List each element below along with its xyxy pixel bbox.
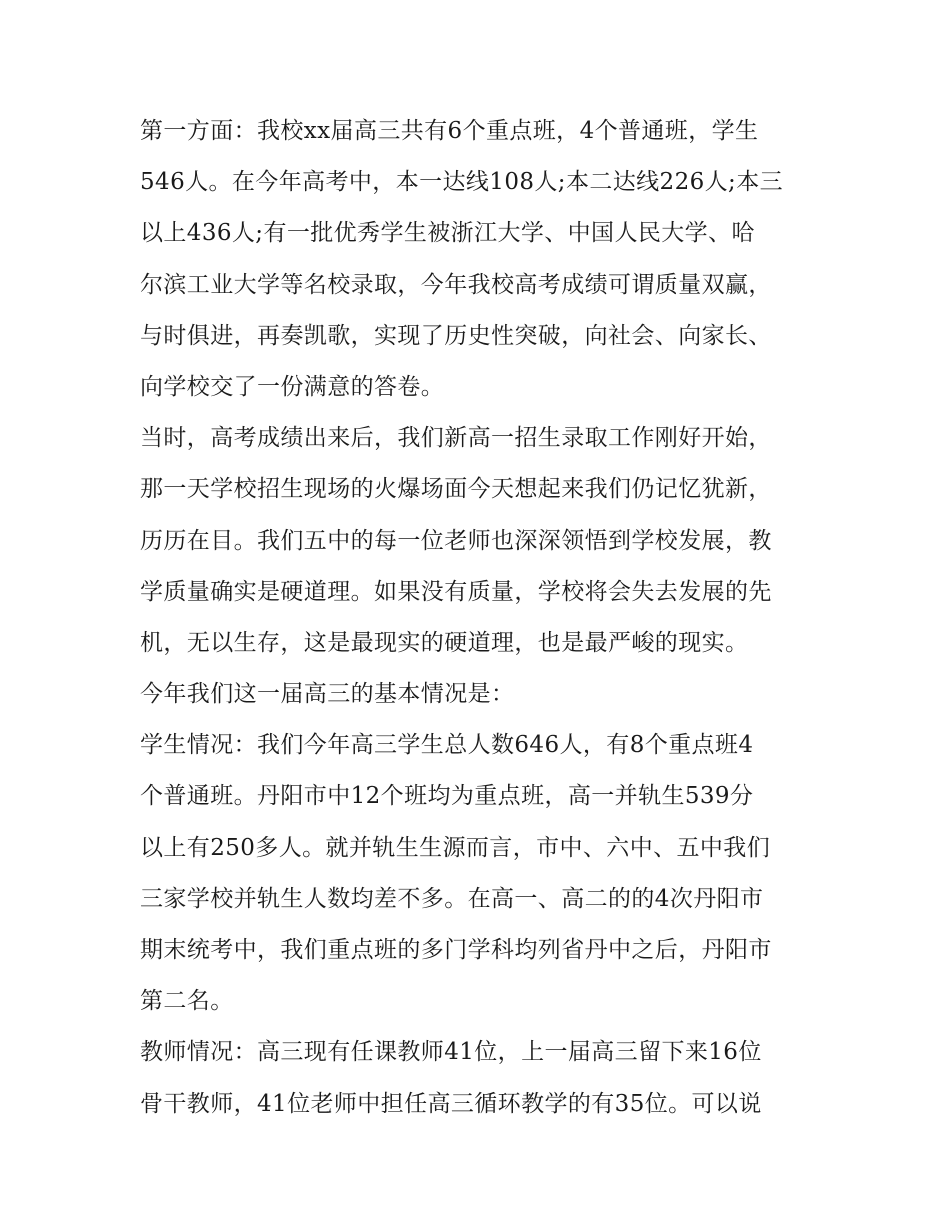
text-line: 机，无以生存，这是最现实的硬道理，也是最严峻的现实。	[140, 629, 749, 656]
text-line: 学生情况：我们今年高三学生总人数646人，有8个重点班4	[140, 732, 754, 759]
text-line: 与时俱进，再奏凯歌，实现了历史性突破，向社会、向家长、	[140, 322, 772, 349]
text-line: 历历在目。我们五中的每一位老师也深深领悟到学校发展，教	[140, 527, 772, 554]
text-line: 教师情况：高三现有任课教师41位，上一届高三留下来16位	[140, 1039, 762, 1066]
text-line: 第二名。	[140, 988, 234, 1015]
text-line: 那一天学校招生现场的火爆场面今天想起来我们仍记忆犹新，	[140, 476, 772, 503]
text-line: 第一方面：我校xx届高三共有6个重点班，4个普通班，学生	[140, 118, 759, 144]
text-line: 骨干教师，41位老师中担任高三循环教学的有35位。可以说	[140, 1090, 762, 1117]
text-line: 期末统考中，我们重点班的多门学科均列省丹中之后，丹阳市	[140, 937, 772, 963]
text-line: 以上436人;有一批优秀学生被浙江大学、中国人民大学、哈	[140, 220, 755, 247]
text-line: 向学校交了一份满意的答卷。	[140, 373, 445, 400]
text-line: 学质量确实是硬道理。如果没有质量，学校将会失去发展的先	[140, 578, 772, 605]
text-line: 以上有250多人。就并轨生生源而言，市中、六中、五中我们	[140, 834, 771, 861]
text-line: 546人。在今年高考中，本一达线108人;本二达线226人;本三	[140, 169, 783, 196]
text-line: 尔滨工业大学等名校录取，今年我校高考成绩可谓质量双赢，	[140, 271, 772, 298]
document-body	[140, 106, 820, 1130]
text-line: 今年我们这一届高三的基本情况是：	[140, 681, 515, 708]
text-line: 当时，高考成绩出来后，我们新高一招生录取工作刚好开始，	[140, 425, 772, 452]
text-line: 个普通班。丹阳市中12个班均为重点班，高一并轨生539分	[140, 783, 754, 810]
text-line: 三家学校并轨生人数均差不多。在高一、高二的的4次丹阳市	[140, 885, 764, 912]
